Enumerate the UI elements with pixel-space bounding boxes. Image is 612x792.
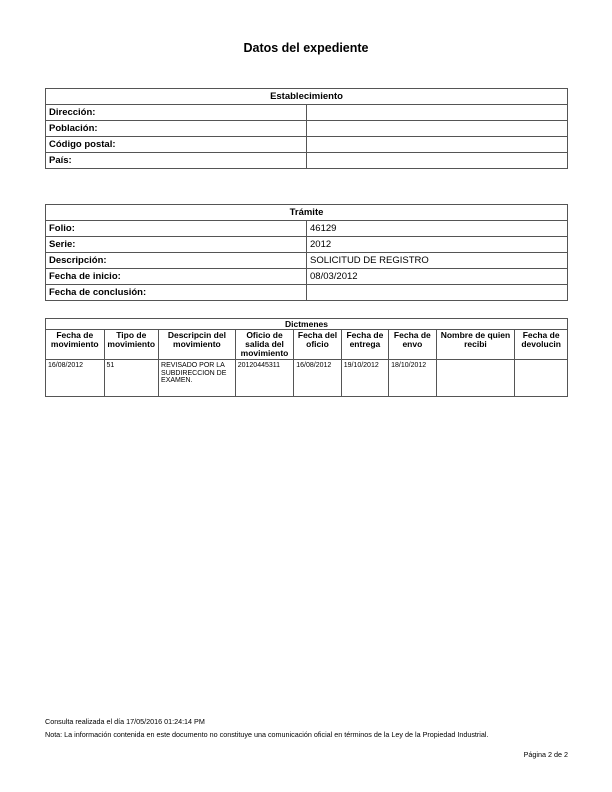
table-cell: 18/10/2012 [389, 360, 436, 397]
table-cell [436, 360, 515, 397]
field-value [307, 121, 568, 137]
tramite-table [45, 204, 568, 301]
field-label: Fecha de conclusión: [46, 285, 307, 301]
table-row [46, 137, 568, 153]
table-cell: 16/08/2012 [294, 360, 341, 397]
table-row [46, 269, 568, 285]
field-value: 08/03/2012 [307, 269, 568, 285]
column-header: Oficio de salida del movimiento [235, 330, 294, 360]
column-header: Fecha de envo [389, 330, 436, 360]
field-value [307, 105, 568, 121]
table-cell [515, 360, 568, 397]
page-number: Página 2 de 2 [523, 750, 568, 759]
table-cell: 19/10/2012 [341, 360, 388, 397]
establecimiento-table [45, 88, 568, 169]
field-label: País: [46, 153, 307, 169]
page-title: Datos del expediente [243, 41, 369, 55]
table-cell: 51 [104, 360, 159, 397]
field-value: 2012 [307, 237, 568, 253]
field-label: Código postal: [46, 137, 307, 153]
field-label: Población: [46, 121, 307, 137]
column-header: Fecha de movimiento [46, 330, 105, 360]
column-header: Descripcin del movimiento [159, 330, 236, 360]
field-label: Folio: [46, 221, 307, 237]
column-headers [46, 330, 568, 360]
dictamenes-table [45, 318, 568, 397]
table-row [46, 105, 568, 121]
tramite-header: Trámite [46, 205, 568, 221]
table-cell: 16/08/2012 [46, 360, 105, 397]
field-value [307, 285, 568, 301]
legal-note: Nota: La información contenida en este documento no constituye una comunicación oficial en términos de la Ley de la Propiedad Industrial. [45, 730, 489, 739]
field-label: Descripción: [46, 253, 307, 269]
table-row [46, 253, 568, 269]
column-header: Nombre de quien recibi [436, 330, 515, 360]
table-row [46, 285, 568, 301]
table-row [46, 237, 568, 253]
dictamenes-header: Dictmenes [46, 319, 568, 330]
table-row [46, 360, 568, 397]
column-header: Fecha del oficio [294, 330, 341, 360]
table-row [46, 121, 568, 137]
column-header: Fecha de devolucin [515, 330, 568, 360]
establecimiento-header: Establecimiento [46, 89, 568, 105]
field-label: Fecha de inicio: [46, 269, 307, 285]
field-label: Dirección: [46, 105, 307, 121]
table-cell: 20120445311 [235, 360, 294, 397]
column-header: Tipo de movimiento [104, 330, 159, 360]
field-value: SOLICITUD DE REGISTRO [307, 253, 568, 269]
table-row [46, 153, 568, 169]
table-row [46, 221, 568, 237]
field-value: 46129 [307, 221, 568, 237]
field-value [307, 153, 568, 169]
field-label: Serie: [46, 237, 307, 253]
table-cell: REVISADO POR LA SUBDIRECCION DE EXAMEN. [159, 360, 236, 397]
field-value [307, 137, 568, 153]
consulta-timestamp: Consulta realizada el día 17/05/2016 01:24:14 PM [45, 717, 205, 726]
column-header: Fecha de entrega [341, 330, 388, 360]
